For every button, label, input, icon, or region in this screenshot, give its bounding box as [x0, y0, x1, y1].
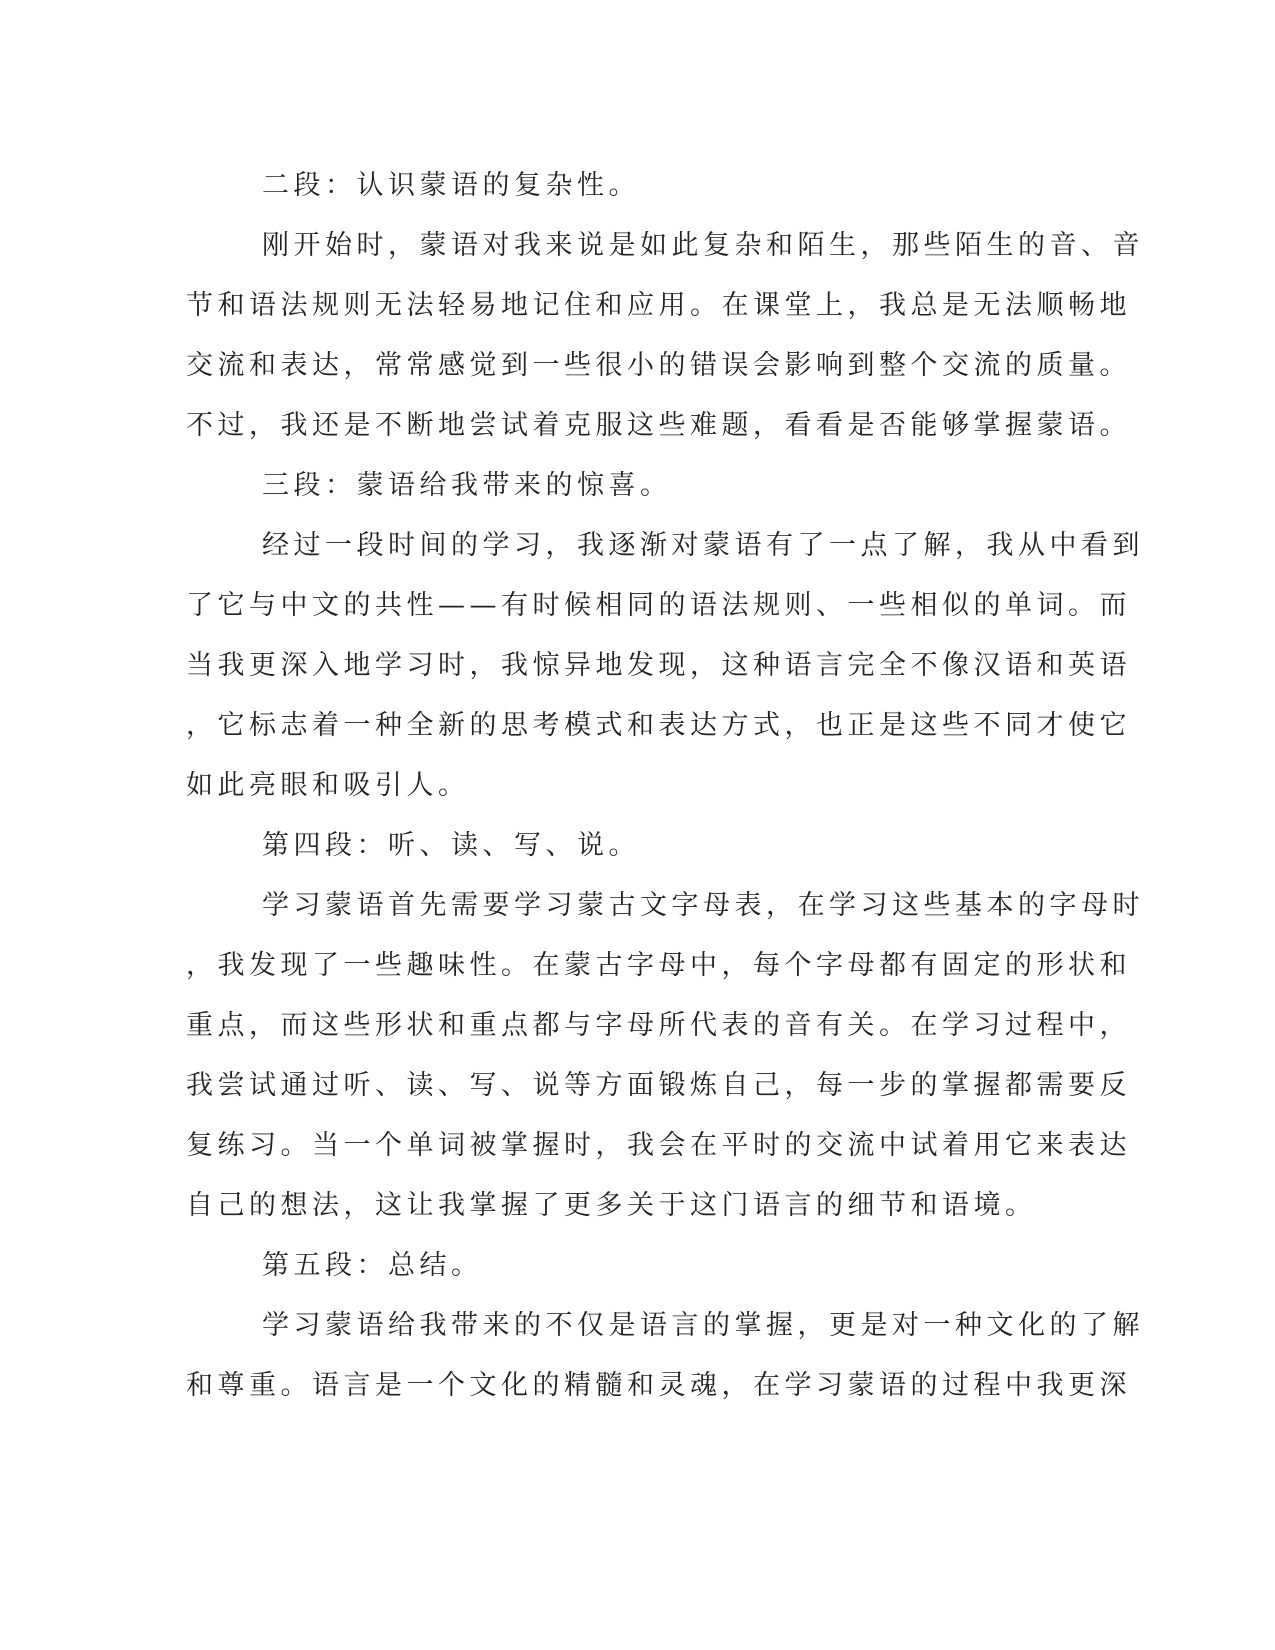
text-line: 如此亮眼和吸引人。	[186, 770, 470, 801]
text-line: 第五段：总结。	[262, 1250, 483, 1281]
text-line: 刚开始时，蒙语对我来说是如此复杂和陌生，那些陌生的音、音	[262, 230, 1144, 261]
text-line: 复练习。当一个单词被掌握时，我会在平时的交流中试着用它来表达	[186, 1130, 1131, 1161]
text-line: ，它标志着一种全新的思考模式和表达方式，也正是这些不同才使它	[186, 710, 1131, 741]
text-line: 三段：蒙语给我带来的惊喜。	[262, 470, 672, 501]
text-line: 了它与中文的共性——有时候相同的语法规则、一些相似的单词。而	[186, 590, 1131, 621]
text-line: 不过，我还是不断地尝试着克服这些难题，看看是否能够掌握蒙语。	[186, 410, 1131, 441]
text-line: 自己的想法，这让我掌握了更多关于这门语言的细节和语境。	[186, 1190, 1037, 1221]
text-line: 二段：认识蒙语的复杂性。	[262, 170, 640, 201]
text-line: 学习蒙语首先需要学习蒙古文字母表，在学习这些基本的字母时	[262, 890, 1144, 921]
text-line: 我尝试通过听、读、写、说等方面锻炼自己，每一步的掌握都需要反	[186, 1070, 1131, 1101]
text-line: 节和语法规则无法轻易地记住和应用。在课堂上，我总是无法顺畅地	[186, 290, 1131, 321]
text-line: 学习蒙语给我带来的不仅是语言的掌握，更是对一种文化的了解	[262, 1310, 1144, 1341]
text-line: 和尊重。语言是一个文化的精髓和灵魂，在学习蒙语的过程中我更深	[186, 1370, 1131, 1401]
text-line: 交流和表达，常常感觉到一些很小的错误会影响到整个交流的质量。	[186, 350, 1131, 381]
text-line: 第四段：听、读、写、说。	[262, 830, 640, 861]
document-body	[186, 156, 1144, 1416]
text-line: ，我发现了一些趣味性。在蒙古字母中，每个字母都有固定的形状和	[186, 950, 1131, 981]
text-line: 经过一段时间的学习，我逐渐对蒙语有了一点了解，我从中看到	[262, 530, 1144, 561]
text-line: 当我更深入地学习时，我惊异地发现，这种语言完全不像汉语和英语	[186, 650, 1131, 681]
text-line: 重点，而这些形状和重点都与字母所代表的音有关。在学习过程中，	[186, 1010, 1131, 1041]
